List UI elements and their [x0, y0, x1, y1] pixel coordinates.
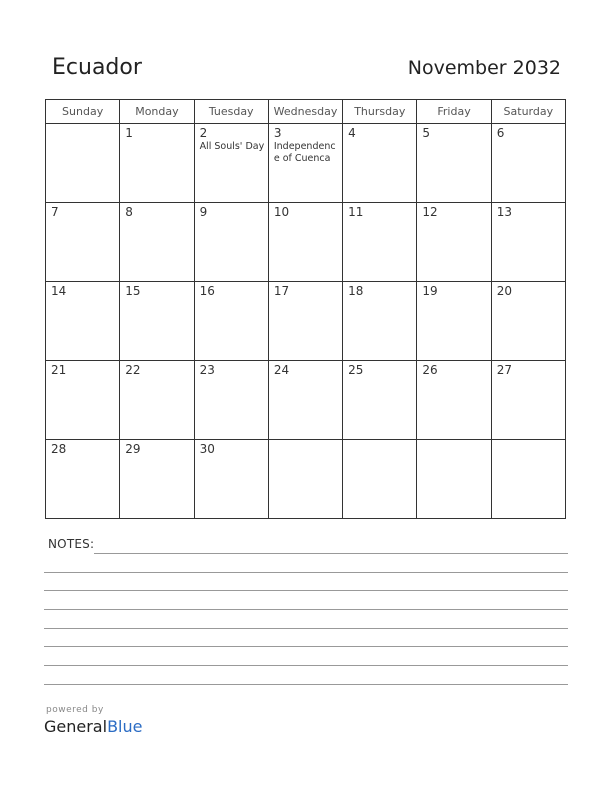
day-number: 3	[273, 126, 282, 140]
day-cell	[194, 124, 268, 203]
weekday-header-row	[46, 100, 566, 124]
day-number: 20	[496, 284, 512, 298]
day-cell	[46, 282, 120, 361]
day-cell	[343, 203, 417, 282]
notes-line	[44, 665, 568, 666]
day-number: 26	[422, 363, 438, 377]
brand-general: General	[44, 717, 108, 736]
week-row	[46, 124, 566, 203]
weekday-header: Thursday	[343, 100, 417, 124]
day-number: 5	[422, 126, 431, 140]
day-cell	[343, 124, 417, 203]
notes-line	[44, 572, 568, 573]
day-number: 17	[273, 284, 290, 298]
day-cell	[417, 203, 491, 282]
day-cell	[417, 282, 491, 361]
country-title: Ecuador	[52, 55, 142, 80]
day-cell	[268, 361, 342, 440]
week-row	[46, 282, 566, 361]
day-number: 23	[199, 363, 215, 377]
day-number: 10	[273, 205, 290, 219]
day-number: 1	[125, 126, 133, 140]
day-cell	[343, 361, 417, 440]
day-number: 29	[125, 442, 141, 456]
calendar-grid	[45, 99, 566, 519]
notes-line	[44, 590, 568, 591]
day-number: 7	[51, 205, 59, 219]
generalblue-logo	[44, 717, 142, 736]
holiday-label: All Souls' Day	[199, 141, 265, 152]
day-cell	[194, 282, 268, 361]
day-cell	[491, 361, 565, 440]
holiday-label: Independence of Cuenca	[273, 141, 336, 164]
day-cell	[194, 203, 268, 282]
notes-line	[44, 609, 568, 610]
day-number: 19	[422, 284, 438, 298]
day-cell	[268, 282, 342, 361]
day-number: 9	[199, 205, 208, 219]
day-cell	[120, 124, 194, 203]
day-number: 12	[422, 205, 438, 219]
day-cell	[343, 282, 417, 361]
day-number: 18	[348, 284, 364, 298]
day-cell	[120, 440, 194, 519]
month-year-title: November 2032	[407, 57, 561, 79]
weekday-header: Tuesday	[194, 100, 268, 124]
day-number: 2	[199, 126, 208, 140]
day-cell	[491, 282, 565, 361]
day-number: 8	[125, 205, 133, 219]
weekday-header: Wednesday	[268, 100, 342, 124]
day-cell	[120, 361, 194, 440]
notes-line	[44, 628, 568, 629]
week-row	[46, 203, 566, 282]
day-cell	[417, 124, 491, 203]
notes-line	[44, 646, 568, 647]
day-cell	[268, 124, 342, 203]
day-number: 27	[496, 363, 512, 377]
day-number: 21	[51, 363, 67, 377]
weekday-header: Saturday	[491, 100, 565, 124]
weekday-header: Sunday	[46, 100, 120, 124]
day-number: 13	[496, 205, 512, 219]
day-cell	[491, 203, 565, 282]
day-number: 25	[348, 363, 364, 377]
day-cell	[268, 203, 342, 282]
day-number: 11	[348, 205, 364, 219]
day-cell	[194, 440, 268, 519]
day-number: 15	[125, 284, 141, 298]
day-cell	[46, 440, 120, 519]
week-row	[46, 440, 566, 519]
day-cell	[46, 203, 120, 282]
day-cell	[491, 124, 565, 203]
powered-by-text: powered by	[46, 705, 104, 715]
brand-blue: Blue	[107, 717, 143, 736]
day-number: 22	[125, 363, 141, 377]
weekday-header: Monday	[120, 100, 194, 124]
day-cell	[343, 440, 417, 519]
day-cell	[46, 124, 120, 203]
week-row	[46, 361, 566, 440]
day-number: 4	[348, 126, 356, 140]
day-number: 16	[199, 284, 215, 298]
day-cell	[491, 440, 565, 519]
day-number: 28	[51, 442, 67, 456]
notes-line	[94, 553, 568, 554]
notes-label: NOTES:	[48, 537, 95, 551]
day-cell	[417, 361, 491, 440]
day-cell	[46, 361, 120, 440]
day-cell	[120, 203, 194, 282]
weekday-header: Friday	[417, 100, 491, 124]
day-number: 6	[496, 126, 505, 140]
day-number: 30	[199, 442, 215, 456]
day-number: 24	[273, 363, 290, 377]
day-cell	[268, 440, 342, 519]
day-number: 14	[51, 284, 67, 298]
day-cell	[194, 361, 268, 440]
day-cell	[120, 282, 194, 361]
day-cell	[417, 440, 491, 519]
notes-line	[44, 684, 568, 685]
